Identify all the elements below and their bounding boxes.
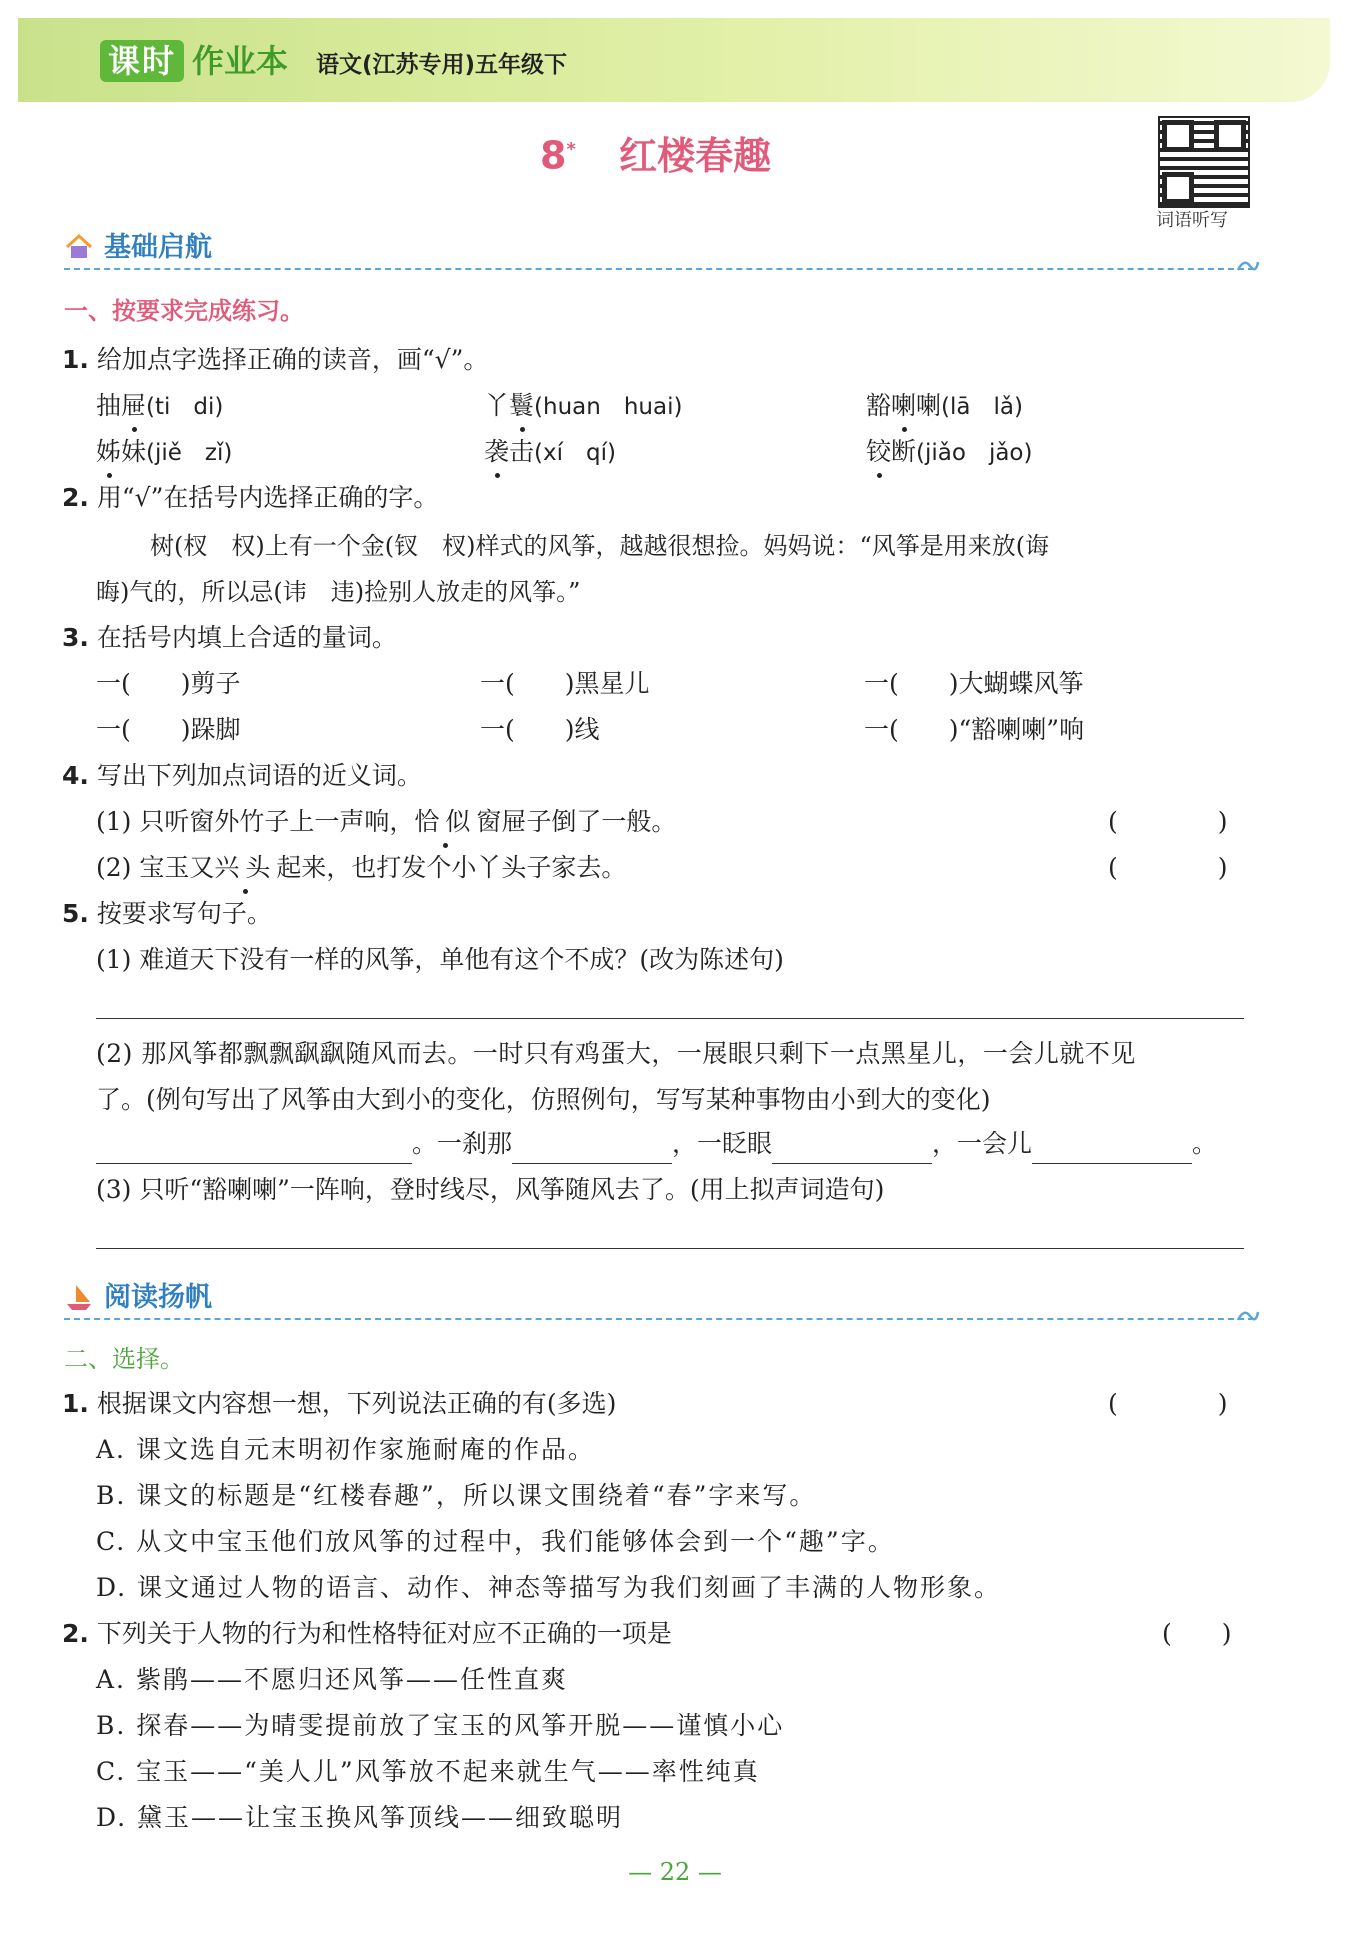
measure-word-item[interactable]: 一( )剪子 xyxy=(96,669,241,698)
pinyin-item: 丫鬟(huan huai) xyxy=(484,386,682,427)
question-1 xyxy=(62,340,488,380)
answer-blank[interactable] xyxy=(1032,1133,1192,1164)
answer-paren[interactable]: ( ) xyxy=(1108,1389,1228,1418)
wave-icon xyxy=(1236,1306,1260,1322)
sentence-task-1: (1) 难道天下没有一样的风筝，单他有这个不成？(改为陈述句) xyxy=(96,945,784,974)
question-5: 5. 按要求写句子。 xyxy=(62,899,272,928)
lesson-title xyxy=(540,122,771,184)
measure-word-item[interactable]: 一( )大蝴蝶风筝 xyxy=(864,669,1084,698)
choice-option[interactable]: C. 从文中宝玉他们放风筝的过程中，我们能够体会到一个“趣”字。 xyxy=(96,1527,895,1556)
measure-word-item[interactable]: 一( )线 xyxy=(480,715,600,744)
part-title: 一、按要求完成练习。 xyxy=(64,297,304,325)
choice-option[interactable]: C. 宝玉——“美人儿”风筝放不起来就生气——率性纯真 xyxy=(96,1757,760,1786)
book-title: 语文(江苏专用)五年级下 xyxy=(316,52,568,78)
house-icon xyxy=(64,232,94,262)
question-2: 2. 用“√”在括号内选择正确的字。 xyxy=(62,483,439,512)
page-number: — 22 — xyxy=(628,1858,722,1886)
answer-blank[interactable] xyxy=(512,1133,672,1164)
choice-option[interactable]: B. 课文的标题是“红楼春趣”，所以课文围绕着“春”字来写。 xyxy=(96,1481,817,1510)
section-title: 阅读扬帆 xyxy=(104,1282,212,1313)
choice-option[interactable]: B. 探春——为晴雯提前放了宝玉的风筝开脱——谨慎小心 xyxy=(96,1711,785,1740)
pinyin-item: 姊妹(jiě zǐ) xyxy=(96,432,232,473)
measure-word-item[interactable]: 一( )跺脚 xyxy=(96,715,241,744)
wave-icon xyxy=(1236,256,1260,272)
lesson-name: 红楼春趣 xyxy=(619,133,772,178)
question-2-passage-line2: 晦)气的，所以忌(讳 违)捡别人放走的风筝。” xyxy=(96,578,581,606)
question-4: 4. 写出下列加点词语的近义词。 xyxy=(62,761,422,790)
question-2-passage-line1: 树(杈 权)上有一个金(钗 杈)样式的风筝，越越很想捡。妈妈说：“风筝是用来放(诲 xyxy=(150,532,1050,560)
question-3: 3. 在括号内填上合适的量词。 xyxy=(62,623,397,652)
choice-question-2: 2. 下列关于人物的行为和性格特征对应不正确的一项是 xyxy=(62,1619,672,1648)
brand-text: 作业本 xyxy=(192,42,289,80)
choice-question-1: 1. 根据课文内容想一想，下列说法正确的有(多选) xyxy=(62,1389,617,1418)
choice-option[interactable]: D. 黛玉——让宝玉换风筝顶线——细致聪明 xyxy=(96,1803,624,1832)
qr-code-icon[interactable] xyxy=(1158,116,1250,208)
answer-line[interactable] xyxy=(96,1248,1244,1249)
brand-badge: 课时 xyxy=(100,40,184,82)
answer-paren[interactable]: ( ) xyxy=(1108,807,1228,836)
measure-word-item[interactable]: 一( )黑星儿 xyxy=(480,669,650,698)
pinyin-item: 豁喇喇(lā lǎ) xyxy=(866,386,1023,427)
pinyin-item: 铰断(jiǎo jǎo) xyxy=(866,432,1032,473)
sentence-task-2-line1: (2) 那风筝都飘飘飖飖随风而去。一时只有鸡蛋大，一展眼只剩下一点黑星儿，一会儿就不见 xyxy=(96,1039,1136,1068)
question-text: 给加点字选择正确的读音，画“√”。 xyxy=(96,345,489,374)
answer-blank[interactable] xyxy=(772,1133,932,1164)
section-header-basic xyxy=(64,228,1254,270)
choice-option[interactable]: A. 紫鹃——不愿归还风筝——任性直爽 xyxy=(96,1665,568,1694)
section-title: 基础启航 xyxy=(104,232,212,263)
question-number: 1. xyxy=(62,345,89,374)
answer-line[interactable] xyxy=(96,1018,1244,1019)
measure-word-item[interactable]: 一( )“豁喇喇”响 xyxy=(864,715,1085,744)
section-header-reading xyxy=(64,1278,1254,1320)
qr-label: 词语听写 xyxy=(1156,210,1228,231)
lesson-number: 8 xyxy=(540,133,567,178)
sentence-task-3: (3) 只听“豁喇喇”一阵响，登时线尽，风筝随风去了。(用上拟声词造句) xyxy=(96,1175,885,1204)
sailboat-icon xyxy=(64,1282,94,1312)
answer-paren[interactable]: ( ) xyxy=(1108,853,1228,882)
answer-paren[interactable]: ( ) xyxy=(1162,1619,1232,1648)
fill-in-row: 。一刹那 ，一眨眼 ，一会儿 。 xyxy=(96,1124,1217,1164)
pinyin-item: 袭击(xí qí) xyxy=(484,432,616,473)
lesson-mark: * xyxy=(566,139,576,160)
pinyin-item: 抽屉(ti di) xyxy=(96,386,223,427)
synonym-sentence-2: (2) 宝玉又兴头起来，也打发个小丫头子家去。 xyxy=(96,848,626,888)
choice-option[interactable]: D. 课文通过人物的语言、动作、神态等描写为我们刻画了丰满的人物形象。 xyxy=(96,1573,1002,1602)
choice-option[interactable]: A. 课文选自元末明初作家施耐庵的作品。 xyxy=(96,1435,595,1464)
part-title: 二、选择。 xyxy=(64,1345,184,1373)
synonym-sentence-1: (1) 只听窗外竹子上一声响，恰似窗屉子倒了一般。 xyxy=(96,802,676,842)
sentence-task-2-line2: 了。(例句写出了风筝由大到小的变化，仿照例句，写写某种事物由小到大的变化) xyxy=(96,1085,991,1114)
answer-blank[interactable] xyxy=(96,1133,412,1164)
